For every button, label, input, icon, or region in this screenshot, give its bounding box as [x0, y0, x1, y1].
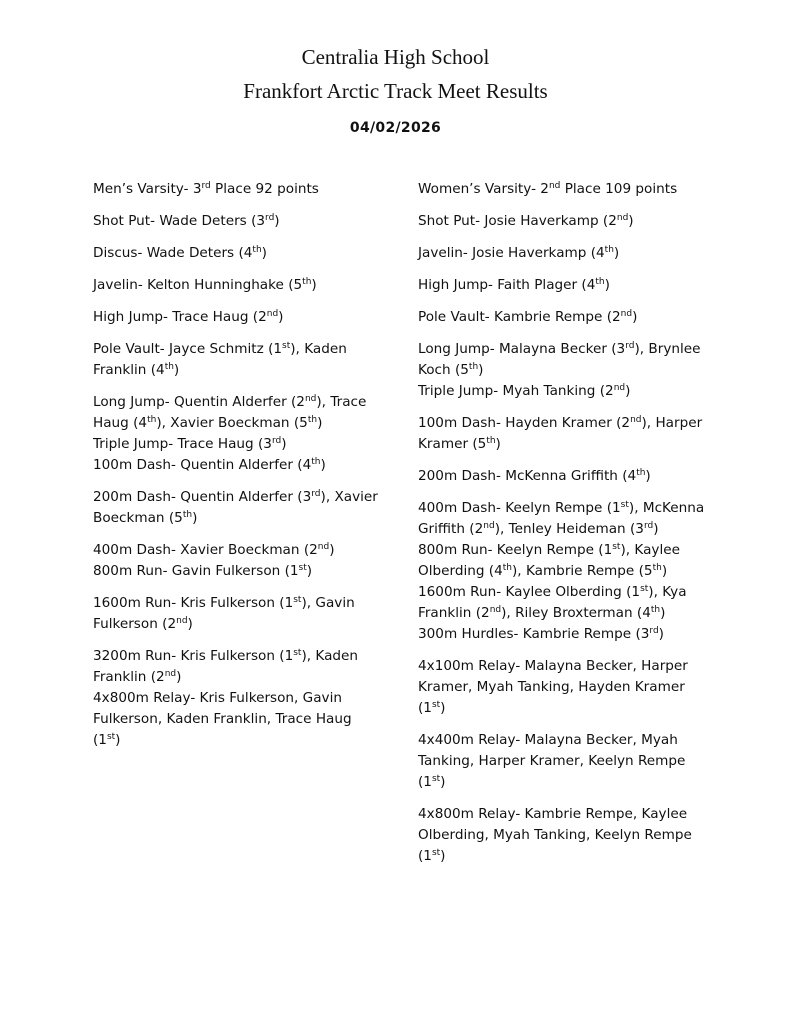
event-result: High Jump- Faith Plager (4th) — [418, 277, 610, 293]
event-result: Javelin- Kelton Hunninghake (5th) — [93, 277, 317, 293]
school-name: Centralia High School — [301, 45, 490, 69]
womens-team-summary: Women’s Varsity- 2nd Place 109 points — [418, 181, 678, 197]
event-result: 100m Dash- Quentin Alderfer (4th) — [93, 457, 326, 473]
event-result: Shot Put- Josie Haverkamp (2nd) — [418, 213, 634, 229]
event-result: Discus- Wade Deters (4th) — [93, 245, 267, 261]
meet-title: Frankfort Arctic Track Meet Results — [243, 79, 548, 103]
event-result: 4x800m Relay- Kambrie Rempe, Kaylee Olberding, Myah Tanking, Keelyn Rempe (1st) — [418, 806, 692, 864]
event-result: Pole Vault- Kambrie Rempe (2nd) — [418, 309, 638, 325]
meet-date: 04/02/2026 — [349, 120, 442, 136]
event-result: 4x400m Relay- Malayna Becker, Myah Tanking, Harper Kramer, Keelyn Rempe (1st) — [418, 732, 686, 790]
event-result: Triple Jump- Trace Haug (3rd) — [93, 436, 287, 452]
event-result: 200m Dash- Quentin Alderfer (3rd), Xavier Boeckman (5th) — [93, 489, 378, 526]
event-result: Long Jump- Quentin Alderfer (2nd), Trace Haug (4th), Xavier Boeckman (5th) — [93, 394, 367, 431]
event-result: Javelin- Josie Haverkamp (4th) — [418, 245, 620, 261]
event-result: 300m Hurdles- Kambrie Rempe (3rd) — [418, 626, 664, 642]
event-result: Pole Vault- Jayce Schmitz (1st), Kaden Franklin (4th) — [93, 341, 347, 378]
event-result: Triple Jump- Myah Tanking (2nd) — [418, 383, 631, 399]
document-header — [0, 40, 791, 136]
event-result: 400m Dash- Keelyn Rempe (1st), McKenna Griffith (2nd), Tenley Heideman (3rd) — [418, 500, 705, 537]
event-result: 4x800m Relay- Kris Fulkerson, Gavin Fulkerson, Kaden Franklin, Trace Haug (1st) — [93, 690, 352, 748]
event-result: 100m Dash- Hayden Kramer (2nd), Harper Kramer (5th) — [418, 415, 703, 452]
event-result: 1600m Run- Kris Fulkerson (1st), Gavin Fulkerson (2nd) — [93, 595, 355, 632]
event-result: 800m Run- Gavin Fulkerson (1st) — [93, 563, 313, 579]
event-result: High Jump- Trace Haug (2nd) — [93, 309, 284, 325]
mens-results-column — [93, 179, 383, 751]
event-result: 4x100m Relay- Malayna Becker, Harper Kramer, Myah Tanking, Hayden Kramer (1st) — [418, 658, 688, 716]
mens-team-summary: Men’s Varsity- 3rd Place 92 points — [93, 181, 319, 197]
event-result: 400m Dash- Xavier Boeckman (2nd) — [93, 542, 335, 558]
event-result: 800m Run- Keelyn Rempe (1st), Kaylee Olberding (4th), Kambrie Rempe (5th) — [418, 542, 680, 579]
event-result: Shot Put- Wade Deters (3rd) — [93, 213, 280, 229]
event-result: 200m Dash- McKenna Griffith (4th) — [418, 468, 651, 484]
event-result: 1600m Run- Kaylee Olberding (1st), Kya Franklin (2nd), Riley Broxterman (4th) — [418, 584, 687, 621]
womens-results-column — [418, 179, 714, 878]
event-result: 3200m Run- Kris Fulkerson (1st), Kaden Franklin (2nd) — [93, 648, 359, 685]
event-result: Long Jump- Malayna Becker (3rd), Brynlee Koch (5th) — [418, 341, 701, 378]
